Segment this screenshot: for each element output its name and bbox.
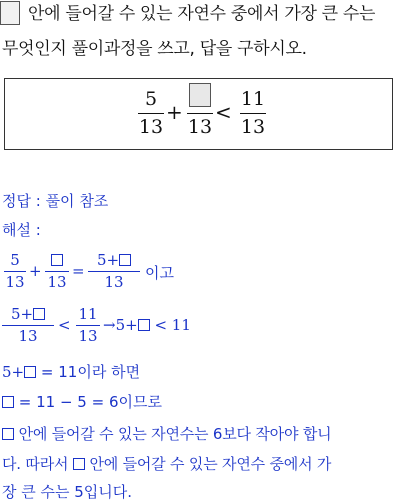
blank-box-icon (119, 254, 131, 266)
denominator: 13 (240, 116, 266, 138)
step1-equals: = (72, 262, 85, 280)
step1-tail: 이고 (145, 264, 174, 282)
less-than-sign: < (215, 100, 232, 124)
expression-panel (4, 78, 393, 150)
fraction-bar (187, 113, 213, 114)
step1-fraction-5-13: 5 13 (5, 251, 25, 291)
fraction-11-13 (240, 88, 266, 138)
solution-line-5: 안에 들어갈 수 있는 자연수는 6보다 작아야 합니 (2, 424, 331, 444)
blank-box-icon (138, 319, 150, 331)
step1-fraction-blank-13: 13 (45, 252, 69, 291)
step1-plus: + (29, 262, 42, 280)
solution-line-4: = 11 − 5 = 6이므로 (2, 392, 162, 412)
fraction-bar (240, 113, 266, 114)
step1-fraction-rhs: 5+ 13 (88, 252, 140, 291)
numerator: 5 (144, 88, 158, 110)
blank-box-icon (24, 366, 36, 378)
answer-label: 정답 : 풀이 참조 (2, 192, 109, 210)
solution-line-3: 5+ = 11이라 하면 (2, 363, 141, 381)
denominator: 13 (187, 116, 213, 138)
question (0, 0, 400, 60)
numerator: 11 (240, 88, 266, 110)
blank-box-icon (73, 458, 85, 470)
blank-box-icon (0, 1, 20, 25)
plus-sign: + (166, 100, 183, 124)
step2-less: < (58, 316, 71, 334)
blank-box-icon (189, 83, 211, 107)
question-line-2: 무엇인지 풀이과정을 쓰고, 답을 구하시오. (2, 39, 307, 59)
blank-box-icon (2, 396, 14, 408)
blank-box-icon (2, 428, 14, 440)
blank-box-icon (51, 254, 63, 266)
blank-box-icon (33, 308, 45, 320)
question-line-1: 안에 들어갈 수 있는 자연수 중에서 가장 큰 수는 (28, 4, 376, 24)
fraction-bar (138, 113, 164, 114)
step2-result: →5+ < 11 (103, 316, 191, 334)
solution-line-7: 장 큰 수는 5입니다. (2, 483, 133, 501)
fraction-blank-13 (187, 83, 213, 138)
fraction-5-13 (138, 88, 164, 138)
step2-fraction-lhs: 5+ 13 (2, 306, 54, 345)
solution-line-6: 다. 따라서 안에 들어갈 수 있는 자연수 중에서 가 (2, 455, 332, 473)
step2-fraction-11-13: 11 13 (76, 306, 100, 345)
explanation-label: 해설 : (2, 221, 41, 239)
denominator: 13 (138, 116, 164, 138)
